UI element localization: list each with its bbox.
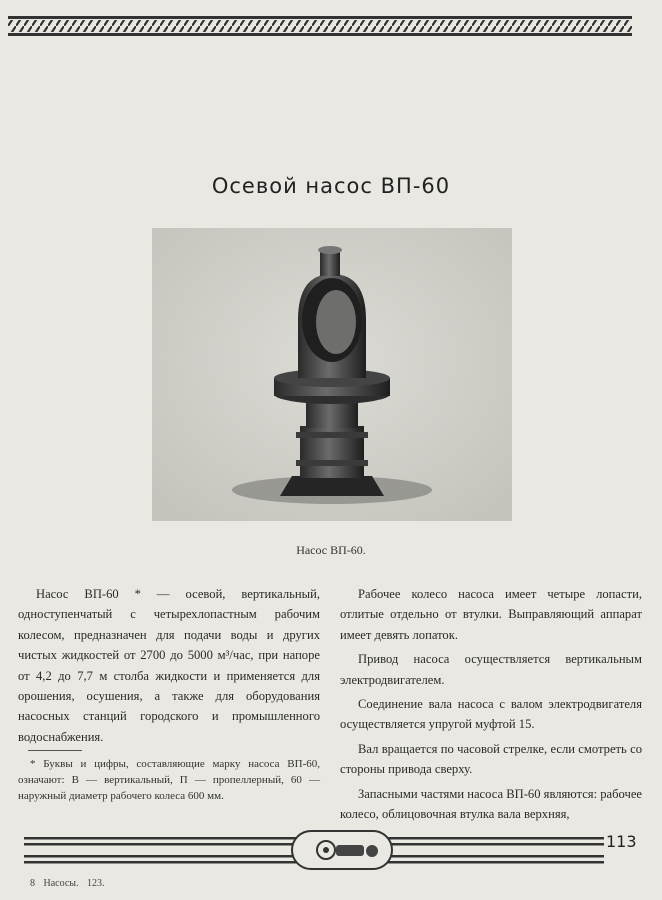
top-ornamental-band: [8, 14, 632, 38]
paragraph-spare-parts: Запасными частями насоса ВП-60 являются: рабочее колесо, облицовочная втулка вала верхняя,: [340, 786, 643, 822]
bottom-ornamental-band: [24, 829, 604, 871]
paragraph-coupling: Соединение вала насоса с валом электродвигателя осуществляется упругой муфтой 15.: [340, 697, 642, 732]
footnote-text: * Буквы и цифры, составляющие марку насоса ВП-60, означают: В — вертикальный, П — пропеллерный, 60 — наружный диаметр рабочего колеса 600 мм.: [18, 758, 320, 802]
print-mark: 8 Насосы. 123.: [30, 878, 105, 889]
photo-caption: Насос ВП-60.: [296, 543, 366, 557]
paragraph-rotation: Вал вращается по часовой стрелке, если смотреть со стороны привода сверху.: [340, 741, 642, 777]
footnote-divider: [28, 750, 82, 751]
footnote: [18, 756, 320, 804]
paragraph-impeller: Рабочее колесо насоса имеет четыре лопасти, отлитые отдельно от втулки. Выправляющий аппарат имеет девять лопаток.: [340, 587, 642, 642]
paragraph-drive: Привод насоса осуществляется вертикальным электродвигателем.: [340, 652, 642, 687]
intro-paragraph: Насос ВП-60 * — осевой, вертикальный, одноступенчатый с четырехлопастным рабочим колесом, предназначен для подачи воды и других чистых жидкостей от 2700 до 5000 м³/час, при напоре от 4,2 до 7,7 м столба жидкости и применяется для орошения, осушения, а также для оборудования насосных станций городского и промышленного водоснабжения.: [18, 587, 320, 744]
page-number: 113: [606, 832, 637, 851]
page-title: Осевой насос ВП-60: [211, 174, 451, 198]
right-column: [340, 584, 642, 828]
pump-photo: [152, 228, 512, 521]
left-column: [18, 584, 320, 747]
